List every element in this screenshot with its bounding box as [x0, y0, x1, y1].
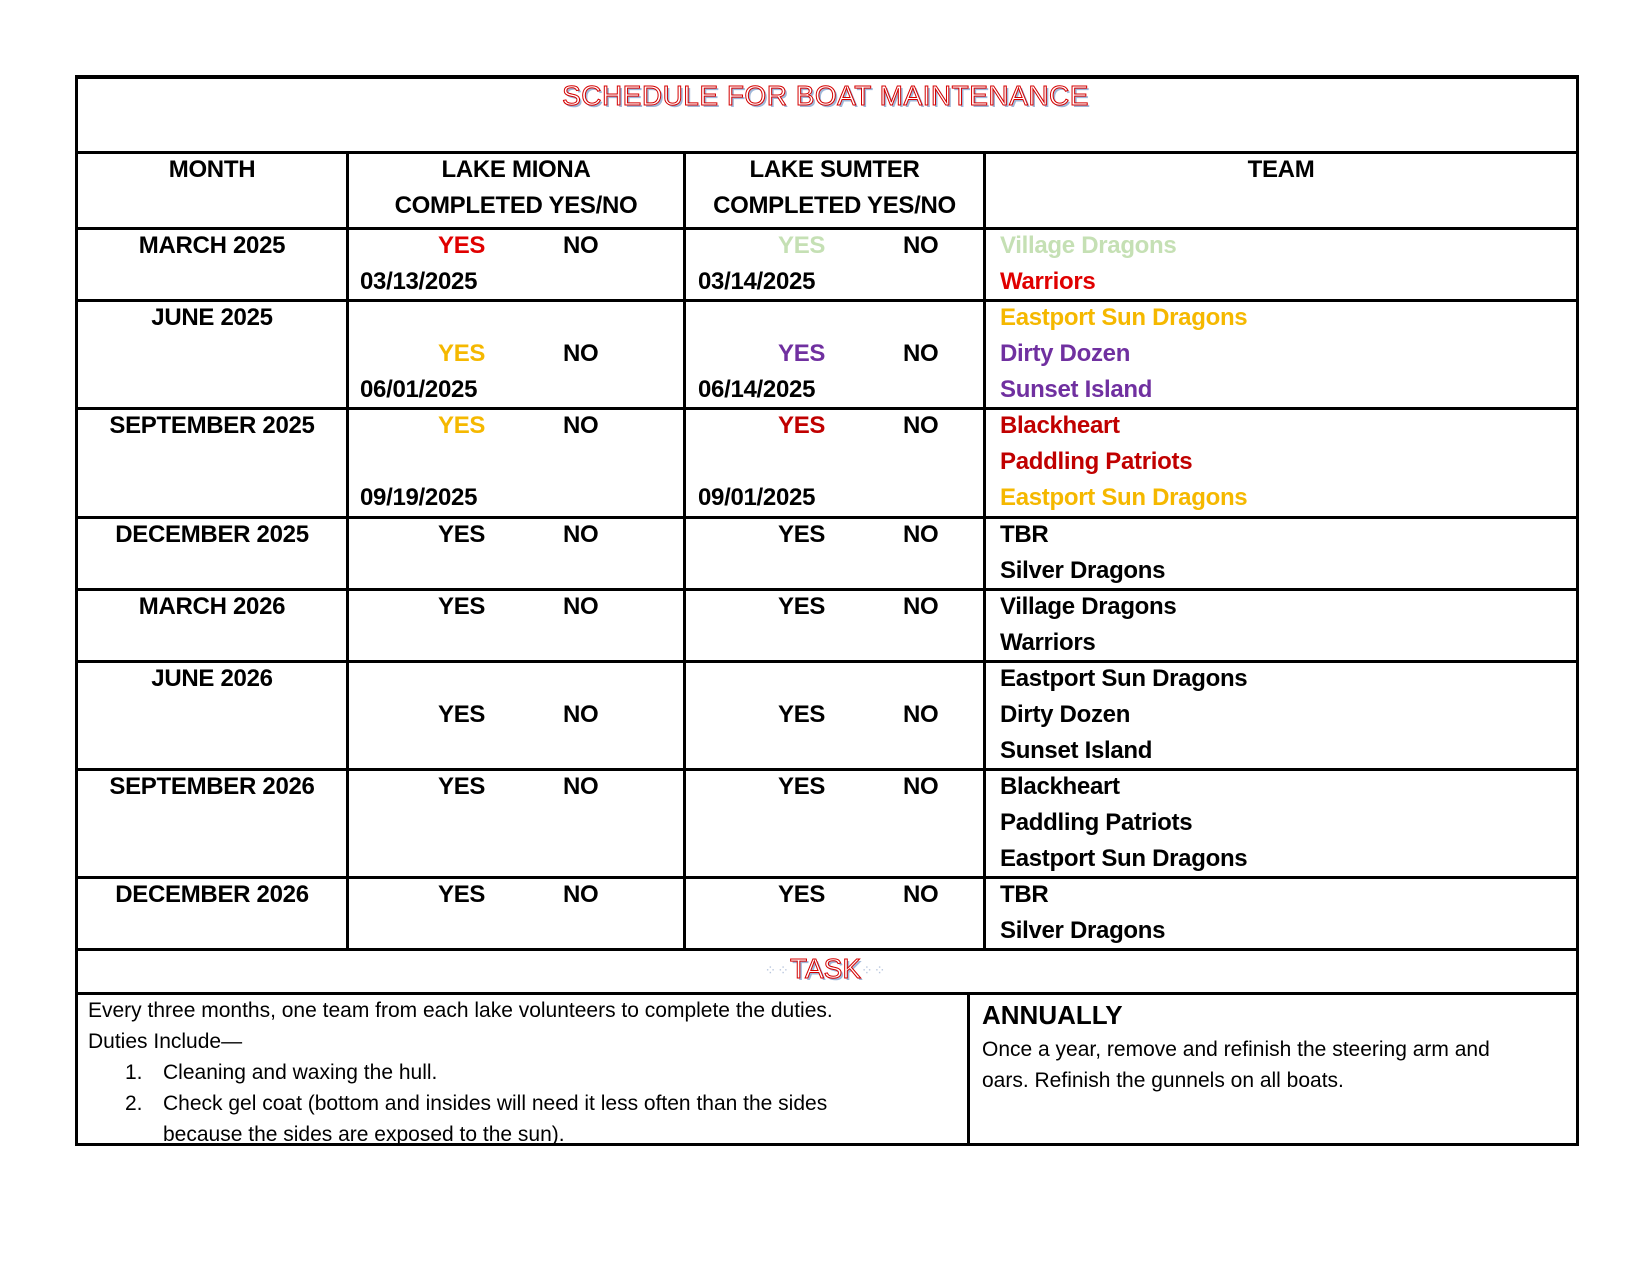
month-label: JUNE 2026 [151, 665, 273, 692]
miona-completed-date: 06/01/2025 [360, 376, 478, 403]
table-border-right [1576, 75, 1579, 1146]
sumter-yes-option[interactable]: YES [778, 701, 826, 728]
miona-no-option[interactable]: NO [563, 412, 599, 439]
decorative-dots-icon: ⁘⁘ [764, 962, 790, 979]
team-name: TBR [1000, 881, 1049, 908]
annual-text-line: Once a year, remove and refinish the steering arm and [982, 1038, 1490, 1061]
col-divider [983, 151, 986, 951]
month-label: SEPTEMBER 2025 [109, 412, 315, 439]
team-name: Paddling Patriots [1000, 809, 1193, 836]
duty-item: Cleaning and waxing the hull. [163, 1061, 438, 1084]
sumter-no-option[interactable]: NO [903, 593, 939, 620]
miona-yes-option[interactable]: YES [438, 340, 486, 367]
month-label: JUNE 2025 [151, 304, 273, 331]
duty-number: 1. [125, 1061, 143, 1084]
col-divider [967, 992, 970, 1146]
team-name: Dirty Dozen [1000, 701, 1131, 728]
sumter-yes-option[interactable]: YES [778, 881, 826, 908]
month-label: SEPTEMBER 2026 [109, 773, 315, 800]
team-name: Warriors [1000, 268, 1096, 295]
table-border-top [75, 75, 1579, 79]
team-name: Eastport Sun Dragons [1000, 304, 1248, 331]
miona-no-option[interactable]: NO [563, 701, 599, 728]
sumter-yes-option[interactable]: YES [778, 773, 826, 800]
sumter-no-option[interactable]: NO [903, 521, 939, 548]
miona-yes-option[interactable]: YES [438, 593, 486, 620]
header-month: MONTH [168, 156, 256, 183]
sumter-yes-option[interactable]: YES [778, 232, 826, 259]
duty-item-continued: because the sides are exposed to the sun). [163, 1123, 565, 1146]
month-label: MARCH 2025 [138, 232, 286, 259]
team-name: Silver Dragons [1000, 917, 1166, 944]
sumter-yes-option[interactable]: YES [778, 521, 826, 548]
miona-no-option[interactable]: NO [563, 773, 599, 800]
row-divider [75, 948, 1579, 951]
sumter-completed-date: 06/14/2025 [698, 376, 816, 403]
team-name: Eastport Sun Dragons [1000, 845, 1248, 872]
sumter-completed-date: 03/14/2025 [698, 268, 816, 295]
annual-heading: ANNUALLY [982, 1000, 1123, 1030]
annual-text-line: oars. Refinish the gunnels on all boats. [982, 1069, 1344, 1092]
header-lake-sumter-sub: COMPLETED YES/NO [713, 192, 956, 219]
month-label: MARCH 2026 [138, 593, 286, 620]
team-name: Blackheart [1000, 412, 1120, 439]
decorative-dots-icon: ⁘⁘ [861, 962, 887, 979]
header-lake-miona-sub: COMPLETED YES/NO [394, 192, 638, 219]
month-label: DECEMBER 2025 [115, 521, 309, 548]
col-divider [683, 151, 686, 951]
header-lake-sumter: LAKE SUMTER [749, 156, 920, 183]
miona-yes-option[interactable]: YES [438, 412, 486, 439]
team-name: Village Dragons [1000, 593, 1177, 620]
duties-label: Duties Include— [88, 1030, 243, 1053]
team-name: Eastport Sun Dragons [1000, 484, 1248, 511]
month-label: DECEMBER 2026 [115, 881, 309, 908]
task-intro: Every three months, one team from each lake volunteers to complete the duties. [88, 999, 833, 1022]
sumter-yes-option[interactable]: YES [778, 593, 826, 620]
miona-yes-option[interactable]: YES [438, 232, 486, 259]
team-name: Paddling Patriots [1000, 448, 1193, 475]
team-name: Warriors [1000, 629, 1096, 656]
col-divider [346, 151, 349, 951]
team-name: Village Dragons [1000, 232, 1177, 259]
miona-no-option[interactable]: NO [563, 881, 599, 908]
sumter-no-option[interactable]: NO [903, 232, 939, 259]
miona-no-option[interactable]: NO [563, 593, 599, 620]
miona-yes-option[interactable]: YES [438, 701, 486, 728]
miona-no-option[interactable]: NO [563, 232, 599, 259]
sumter-no-option[interactable]: NO [903, 340, 939, 367]
sumter-completed-date: 09/01/2025 [698, 484, 816, 511]
task-heading [75, 953, 1576, 985]
team-name: Sunset Island [1000, 737, 1153, 764]
header-team: TEAM [1247, 156, 1315, 183]
sumter-no-option[interactable]: NO [903, 881, 939, 908]
sumter-yes-option[interactable]: YES [778, 340, 826, 367]
team-name: Dirty Dozen [1000, 340, 1131, 367]
duty-number: 2. [125, 1092, 143, 1115]
task-label: TASK [789, 953, 862, 984]
miona-yes-option[interactable]: YES [438, 773, 486, 800]
team-name: Sunset Island [1000, 376, 1153, 403]
page-title: SCHEDULE FOR BOAT MAINTENANCE [562, 80, 1089, 111]
miona-yes-option[interactable]: YES [438, 521, 486, 548]
miona-no-option[interactable]: NO [563, 340, 599, 367]
team-name: Eastport Sun Dragons [1000, 665, 1248, 692]
miona-yes-option[interactable]: YES [438, 881, 486, 908]
sumter-yes-option[interactable]: YES [778, 412, 826, 439]
sumter-no-option[interactable]: NO [903, 412, 939, 439]
header-lake-miona: LAKE MIONA [441, 156, 591, 183]
miona-completed-date: 09/19/2025 [360, 484, 478, 511]
sumter-no-option[interactable]: NO [903, 773, 939, 800]
miona-completed-date: 03/13/2025 [360, 268, 478, 295]
team-name: Silver Dragons [1000, 557, 1166, 584]
duty-item: Check gel coat (bottom and insides will need it less often than the sides [163, 1092, 828, 1115]
sumter-no-option[interactable]: NO [903, 701, 939, 728]
miona-no-option[interactable]: NO [563, 521, 599, 548]
team-name: TBR [1000, 521, 1049, 548]
team-name: Blackheart [1000, 773, 1120, 800]
